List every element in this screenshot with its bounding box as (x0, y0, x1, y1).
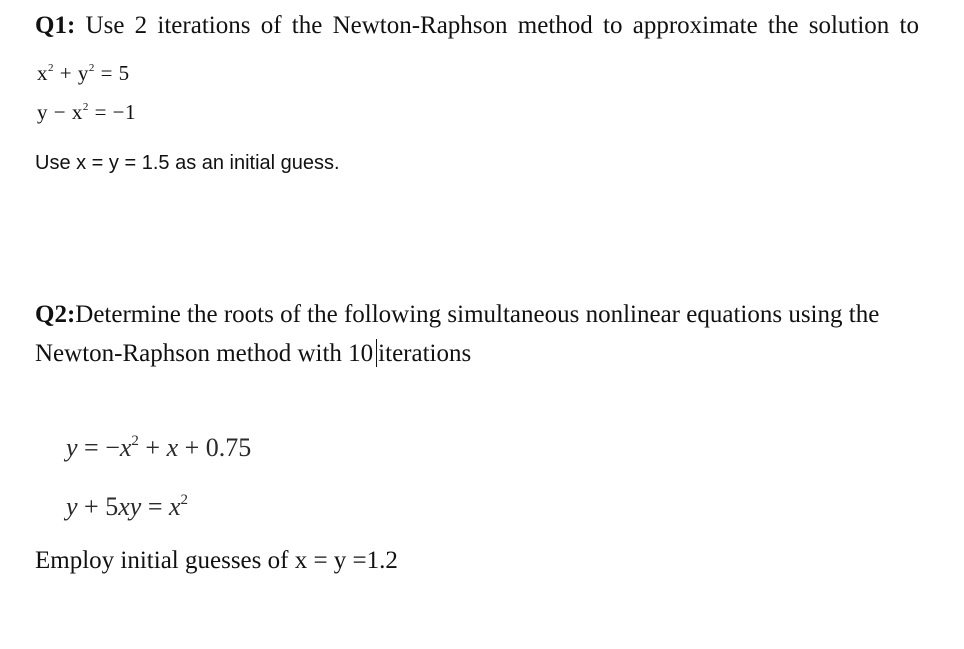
q2-eq2-x: x (168, 492, 181, 521)
q2-eq2-exp: 2 (180, 492, 189, 508)
q2-eq2-xy: xy (118, 492, 142, 521)
q1-eq2-exp: 2 (82, 101, 89, 113)
q1-eq1-exp-x: 2 (48, 62, 54, 74)
q2-eq1-x2: x (166, 433, 179, 462)
q2-label: Q2: (35, 301, 76, 328)
q1-prompt-text: Use 2 iterations of the Newton-Raphson method to approximate the solution to (75, 12, 919, 39)
q2-eq2-y: y (66, 492, 78, 521)
q2-prompt-line-2-a: Newton-Raphson method with 10 (35, 340, 374, 367)
q1-equation-2 (37, 100, 136, 125)
q2-initial-guess: Employ initial guesses of x = y =1.2 (35, 547, 398, 574)
q1-equation-1 (37, 61, 130, 86)
q1-eq2-lhs: y − x (37, 100, 83, 124)
q2-prompt-text: Determine the roots of the following simultaneous nonlinear equations using the (75, 301, 880, 328)
q1-eq1-term-y: + y (54, 61, 89, 85)
q1-eq2-rhs: = −1 (88, 100, 137, 124)
q2-prompt-line-1 (35, 301, 879, 329)
q1-prompt (35, 12, 919, 40)
q2-equation-2 (66, 492, 188, 522)
q2-eq1-eq: = − (77, 433, 120, 462)
q2-prompt-line-2-b: iterations (378, 340, 472, 367)
q1-initial-guess: Use x = y = 1.5 as an initial guess. (35, 152, 340, 174)
q2-eq2-eq: = (141, 492, 169, 521)
q2-eq2-plus5: + 5 (77, 492, 119, 521)
q1-eq1-exp-y: 2 (88, 62, 95, 74)
q2-equation-1 (66, 433, 251, 463)
q1-eq1-term-x: x (37, 61, 48, 85)
q2-eq1-y: y (66, 433, 78, 462)
q2-eq1-plus: + (138, 433, 167, 462)
q2-prompt-line-2[interactable] (35, 339, 471, 368)
q2-eq1-exp: 2 (131, 433, 139, 449)
q1-eq1-rhs: = 5 (94, 61, 130, 85)
q2-eq1-const: + 0.75 (178, 433, 252, 462)
q2-eq1-x: x (119, 433, 132, 462)
q1-label: Q1: (35, 12, 76, 39)
